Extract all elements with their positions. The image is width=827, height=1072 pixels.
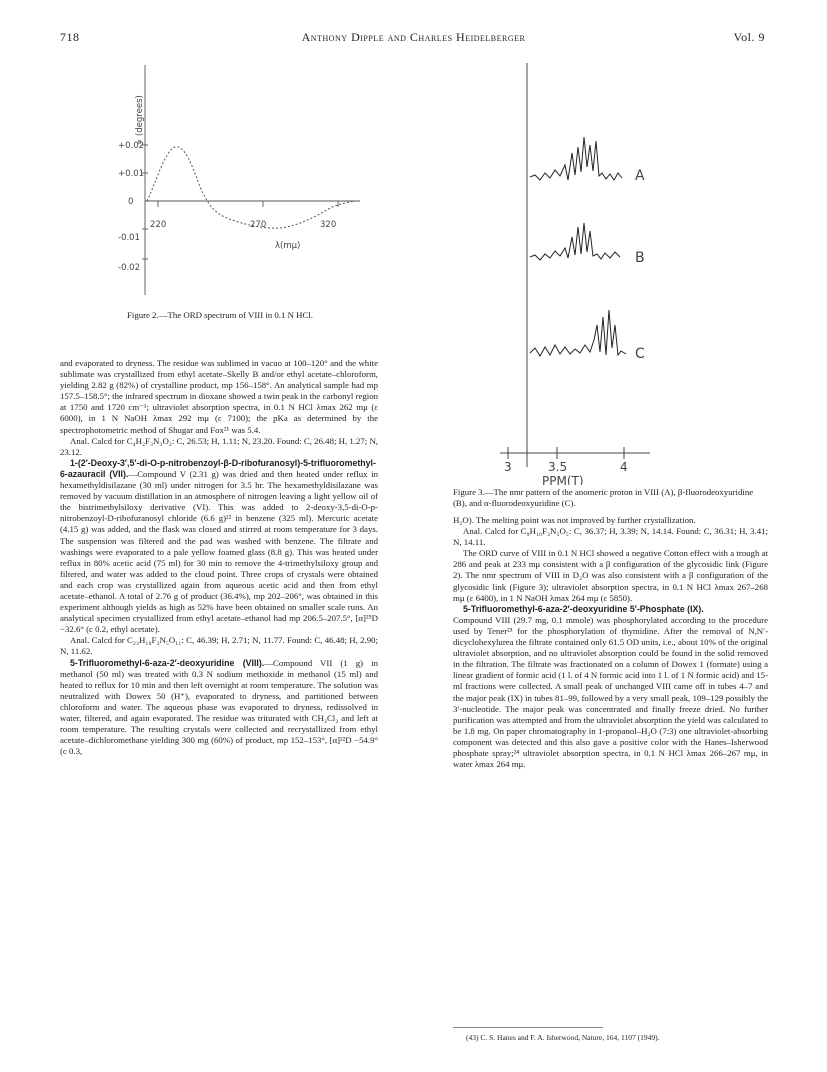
figure2-ytick: -0.02: [118, 263, 140, 273]
trace-label-c: C: [635, 346, 645, 362]
figure2-xtick: 270: [250, 220, 267, 230]
figure2-ytick: +0.01: [118, 169, 145, 179]
figure3-xtick: 3: [504, 460, 512, 474]
figure2-caption: Figure 2.—The ORD spectrum of VIII in 0.1 N HCl.: [126, 310, 313, 320]
ord-curve: [147, 147, 356, 228]
trace-label-a: A: [635, 168, 645, 184]
figure2-ylabel: ∝ (degrees): [135, 95, 145, 145]
figure3-nmr-plot: [490, 55, 690, 485]
trace-label-b: B: [635, 250, 645, 266]
figure2-ord-plot: [70, 55, 370, 310]
trace-c: [530, 310, 626, 356]
figure2-ytick: -0.01: [118, 233, 140, 243]
analysis-paragraph: Anal. Calcd for C₄H₂F₃N₃O₂: C, 26.53; H, 1.11; N, 23.20. Found: C, 26.48; H, 1.27; N, 23.12.: [60, 435, 378, 457]
paragraph: —Compound VII (1 g) in methanol (50 ml) was treated with 0.3 N sodium methoxide in methanol (15 ml) and heated to reflux for 10 min and then left overnight at room temperature. The solution was neutralized with Dowex 50 (H⁺), evaporated to dryness, and partitioned between chloroform and water. The aqueous phase was evaporated to dryness, redissolved in water, filtered, and again evaporated. The residue was triturated with CH₂Cl₂ and left at room temperature. The resulting crystals were collected and recrystallized from ethyl acetate–dichloromethane yielding 300 mg (60%) of product, mp 152–153°, [α]²²D −54.9° (c 0.3,: [60, 657, 379, 757]
footnote-rule: [453, 1027, 603, 1028]
figure2-ytick: 0: [128, 197, 134, 207]
analysis-paragraph: Anal. Calcd for C₉H₁₀F₃N₃O₅: C, 36.37; H, 3.39; N, 14.14. Found: C, 36.31; H, 3.41; N, 14.11.: [453, 526, 768, 548]
page-number: 718: [60, 30, 80, 44]
trace-b: [530, 223, 620, 260]
analysis-paragraph: Anal. Calcd for C₂₃H₁₆F₃N₅O₁₁: C, 46.39; H, 2.71; N, 11.77. Found: C, 46.48; H, 2.90; N, 11.62.: [60, 635, 378, 657]
figure2-xtick: 320: [320, 220, 337, 230]
paragraph: The ORD curve of VIII in 0.1 N HCl showed a negative Cotton effect with a trough at 286 and peak at 233 mμ consistent with a β configuration of the glycosidic link (Figure 2). The nmr spectrum of VIII in D₂O was also consistent with a β configuration of the glycosidic link (Figure 3); ultraviolet absorption spectra, in 0.1 N HCl λmax 267–268 mμ (ε 6400), in 1 N NaOH λmax 264 mμ (ε 5850).: [453, 548, 768, 603]
figure3-xtick: 4: [620, 460, 628, 474]
running-title: Anthony Dipple and Charles Heidelberger: [301, 30, 526, 44]
paragraph: —Compound V (2.31 g) was dried and then heated under reflux in hexamethyldisilazane (30 ml) under nitrogen for 3.5 hr. The hexamethyldisilazane was removed by vacuum distillation in an atmosphere of nitrogen leaving a light yellow oil of the bistrimethylsiloxy derivative (VI). This was added to 2-deoxy-3,5-di-O-p-nitrobenzoyl-D-ribofuranosyl chloride (6.6 g)²² in benzene (325 ml). Mercuric acetate (4.15 g) was added, and the flask was closed and stirred at room temperature for 3 days. The suspension was filtered and the pad was washed with benzene. The filtrate and washings were evaporated to a pale yellow foamed glass (8.8 g). This was heated under reflux in 80% acetic acid (75 ml) for 30 min to remove the 4-trimethylsiloxy group and filtered, and water was added to the cloud point. Three crops of crystals were obtained and each crop was crystallized again from aqueous acetic acid and then from ethyl acetate–ethanol. A total of 2.76 g of product (36.4%), mp 202–206°, was obtained in this experiment although yields as high as 52% have been obtained on smaller scale runs. An analytical specimen crystallized from ethyl acetate–ethanol had mp 206.5–207.5°, [α]²⁵D −32.6° (c 0.2, ethyl acetate).: [60, 468, 378, 635]
figure3-caption: Figure 3.—The nmr pattern of the anomeric proton in VIII (A), β-fluorodeoxyuridine (B), and α-fluorodeoxyuridine (C).: [453, 487, 754, 508]
footnote: (43) C. S. Hanes and F. A. Isherwood, Nature, 164, 1107 (1949).: [466, 1033, 660, 1042]
figure2-xtick: 220: [150, 220, 167, 230]
paragraph: Compound VIII (29.7 mg, 0.1 mmole) was phosphorylated according to the procedure used by Tener²³ for the phosphorylation of thymidine. After the removal of N,N′-dicyclohexylurea the filtrate contained only 61.5 OD units, i.e., about 10% of the original ultraviolet absorption, and no ultraviolet absorption could be found in the solid removed in the filtration. The filtrate was fractionated on a column of Dowex 1 (formate) using a linear gradient of formic acid (1 l. of 4 N formic acid into 1 l. of 1 N formic acid) and 15-ml fractions were collected. A small peak of unchanged VIII came off in tubes 4–7 and the major peak (IX) in tubes 81–99, followed by a very small peak, 109–129 possibly the 3′-nucleotide. The major peak was concentrated and finally freeze dried. No further purification was attempted and from the ultraviolet absorption the yield was calculated to be 1.8 mg. On paper chromatography in 1-propanol–H₂O (7:3) one ultraviolet-absorbing component was detected and this also gave a positive color with the Hanes–Isherwood phosphate spray;²⁴ ultraviolet absorption spectra, in 0.1 N HCl λmax 266–267 mμ, in water λmax 264 mμ.: [453, 614, 768, 770]
compound-heading: 1-(2′-Deoxy-3′,5′-di-O-p-nitrobenzoyl-β-D-ribofuranosyl)-5-trifluoromethyl-6-azauracil (VII).: [60, 457, 376, 479]
paragraph: and evaporated to dryness. The residue was sublimed in vacuo at 100–120° and the white sublimate was crystallized from ethyl acetate–Skelly B and/or ethyl acetate–chloroform, yielding 2.82 g (82%) of crystalline product, mp 156–158°. An analytical sample had mp 157.5–158.5°; the infrared spectrum in dioxane showed a twin peak in the carbonyl region at 1750 and 1720 cm⁻¹; ultraviolet absorption spectra, in 0.1 N HCl λmax 262 mμ (ε 6000), in 1 N NaOH λmax 292 mμ (ε 7100); the pKa as determined by the spectrophotometric method of Shugar and Fox²¹ was 5.4.: [60, 358, 378, 435]
compound-heading: 5-Trifluoromethyl-6-aza-2′-deoxyuridine 5′-Phosphate (IX).: [463, 603, 704, 614]
figure2-ytick: +0.02: [118, 141, 145, 151]
figure3-xtick: 3.5: [548, 460, 568, 474]
figure2-xlabel: λ(mμ): [275, 241, 301, 251]
figure3-xlabel: PPM(T): [542, 474, 584, 485]
left-column: [60, 358, 378, 757]
volume-label: Vol. 9: [733, 30, 765, 44]
trace-a: [530, 137, 622, 180]
right-column: [453, 515, 768, 770]
compound-heading: 5-Trifluoromethyl-6-aza-2′-deoxyuridine (VIII).: [70, 657, 265, 668]
paragraph: H₂O). The melting point was not improved by further crystallization.: [453, 515, 696, 525]
